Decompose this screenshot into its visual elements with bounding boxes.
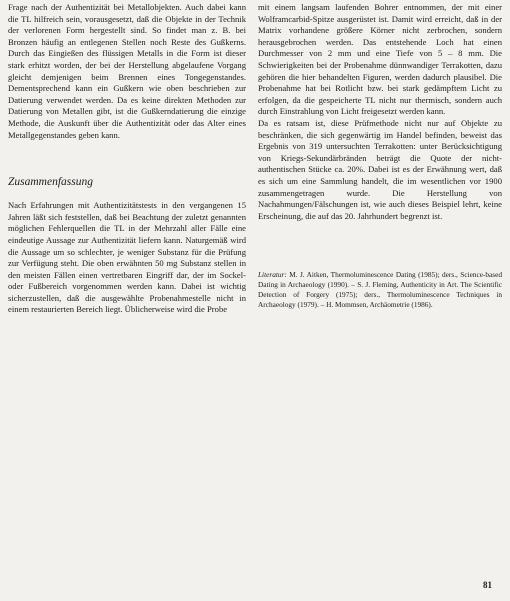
left-column xyxy=(8,2,246,316)
right-paragraph-1: mit einem langsam laufenden Bohrer entnommen, der mit einer Wolframcarbid-Spitze ausgerüstet ist. Damit wird erreicht, daß in der Matrix vorhandene größere Körner nicht zerbrochen, sondern herausgebrochen werden. Das entstehende Loch hat einen Durchmesser von 2 mm und eine Tiefe von 5 – 8 mm. Die Schwierigkeiten bei der Probenahme dünnwandiger Terrakotten, dazu gehören die hier behandelten Figuren, werden dadurch plausibel. Die Probenahme hat bei Rotlicht bzw. bei stark gedämpftem Licht zu erfolgen, da die gespeicherte TL nicht nur thermisch, sondern auch durch Einstrahlung von Licht freigesetzt werden kann. xyxy=(258,2,502,117)
right-column xyxy=(258,2,502,310)
page-number: 81 xyxy=(483,580,492,590)
literature-label: Literatur: xyxy=(258,270,287,280)
left-paragraph-1: Frage nach der Authentizität bei Metallobjekten. Auch dabei kann die TL hilfreich sein, vorausgesetzt, daß die Objekte in der Technik der verlorenen Form hergestellt sind. So findet man z. B. bei Bronzen häufig an entlegenen Stellen noch Reste des Gußkerns. Durch das Eingießen des flüssigen Metalls in die Form ist dieser stark erhitzt worden, der bei der Herstellung abgelaufene Vorgang gleicht demjenigen beim Brennen eines Tongegenstandes. Dementsprechend kann ein Gußkern wie oben beschrieben zur Datierung verwendet werden. Da es keine direkten Methoden zur Datierung von Metallen gibt, ist die Gußkerndatierung die einzige Methode, die Auskunft über die Authentizität oder das Alter eines Metallgegenstandes geben kann. xyxy=(8,2,246,140)
literature-note xyxy=(258,270,502,310)
section-heading: Zusammenfassung xyxy=(8,176,93,189)
right-paragraph-2: Da es ratsam ist, diese Prüfmethode nicht nur auf Objekte zu beschränken, die sich gegenwärtig im Handel befinden, beweist das Ergebnis von 319 untersuchten Terrakotten: unter Berücksichtigung von Kriegs-Sekundärbränden beträgt die Quote der nicht-authentischen Stücke ca. 20%. Dabei ist es der Erwähnung wert, daß es sich um eine Sammlung handelt, die im wesentlichen vor 1900 zusammengetragen wurde. Die Herstellung von Nachahmungen/Fälschungen ist, wie auch dieses Beispiel lehrt, keine Erscheinung, die auf das 20. Jahrhundert begrenzt ist. xyxy=(258,117,502,221)
literature-text: M. J. Aitken, Thermoluminescence Dating (1985); ders., Science-based Dating in Archaeology (1990). – S. J. Fleming, Authenticity in Art. The Scientific Detection of Forgery (1975); ders., Thermoluminescence Techniques in Archaeology (1979). – H. Mommsen, Archäometrie (1986). xyxy=(258,270,502,310)
left-paragraph-2: Nach Erfahrungen mit Authentizitätstests in den vergangenen 15 Jahren läßt sich feststellen, daß bei Beachtung der zuletzt genannten möglichen Fehlerquellen die TL in der Mehrzahl aller Fälle eine eindeutige Aussage zur Authentizität liefern kann. Naturgemäß wird die Aussage um so schlechter, je weniger Substanz für die Prüfung zur Verfügung steht. Die oben erwähnten 50 mg Substanz stellen in den meisten Fällen einen vertretbaren Eingriff dar, der im Sockel- oder Fußbereich vorgenommen werden kann. Dabei ist wichtig sicherzustellen, daß die ausgewählte Probenahmestelle nicht in einem restaurierten Bereich liegt. Üblicherweise wird die Probe xyxy=(8,200,246,315)
